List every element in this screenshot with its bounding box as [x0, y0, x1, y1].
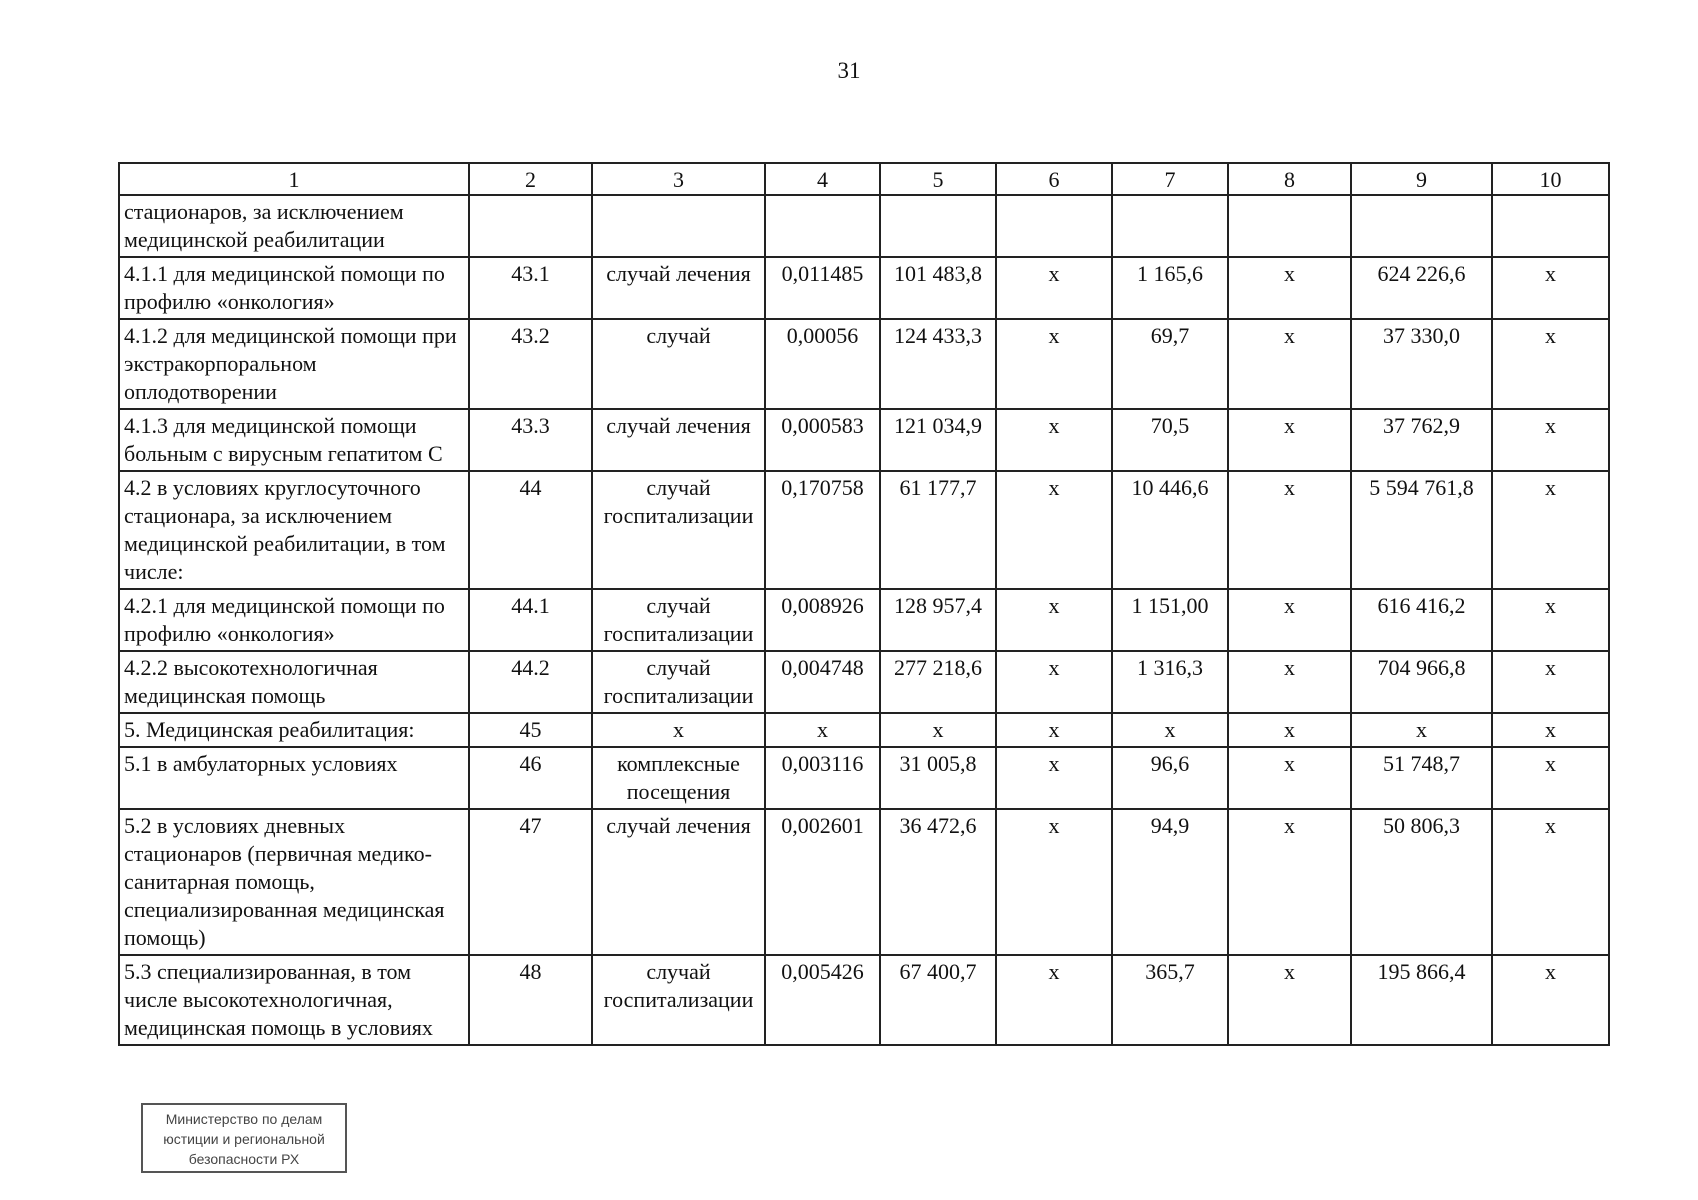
table-cell: 44.1 [469, 589, 592, 651]
table-cell: 1 316,3 [1112, 651, 1228, 713]
table-cell: х [1228, 713, 1351, 747]
table-cell: 0,004748 [765, 651, 880, 713]
table-cell: х [1492, 319, 1609, 409]
table-cell: 0,005426 [765, 955, 880, 1045]
table-row [119, 809, 1609, 955]
table-cell: х [1492, 409, 1609, 471]
table-cell: х [1228, 257, 1351, 319]
row-label-cell: 4.2 в условиях круглосуточного стационара, за исключением медицинской реабилитации, в том числе: [119, 471, 469, 589]
table-cell: случай госпитализации [592, 589, 765, 651]
table-cell: 37 762,9 [1351, 409, 1492, 471]
table-row [119, 713, 1609, 747]
table-row [119, 257, 1609, 319]
table-cell: х [996, 747, 1112, 809]
table-cell: 10 446,6 [1112, 471, 1228, 589]
table-cell: 51 748,7 [1351, 747, 1492, 809]
table-cell: 1 165,6 [1112, 257, 1228, 319]
column-header: 9 [1351, 163, 1492, 195]
table-cell: х [1228, 651, 1351, 713]
column-header: 3 [592, 163, 765, 195]
row-label-cell: 5. Медицинская реабилитация: [119, 713, 469, 747]
table-cell: 44.2 [469, 651, 592, 713]
table-cell: 43.1 [469, 257, 592, 319]
table-cell: 5 594 761,8 [1351, 471, 1492, 589]
column-header: 10 [1492, 163, 1609, 195]
table-cell: случай лечения [592, 809, 765, 955]
row-label-cell: 4.1.1 для медицинской помощи по профилю «онкология» [119, 257, 469, 319]
row-label-cell: стационаров, за исключением медицинской реабилитации [119, 195, 469, 257]
table-cell: 37 330,0 [1351, 319, 1492, 409]
table-cell: 0,002601 [765, 809, 880, 955]
table-cell: х [1228, 809, 1351, 955]
table-cell: 101 483,8 [880, 257, 996, 319]
table-cell: случай лечения [592, 409, 765, 471]
table-cell: 0,00056 [765, 319, 880, 409]
table-cell [1492, 195, 1609, 257]
table-cell: х [1351, 713, 1492, 747]
table-row [119, 319, 1609, 409]
table-cell: случай госпитализации [592, 955, 765, 1045]
row-label-cell: 5.3 специализированная, в том числе высокотехнологичная, медицинская помощь в условиях [119, 955, 469, 1045]
table-cell: 69,7 [1112, 319, 1228, 409]
table-cell: 365,7 [1112, 955, 1228, 1045]
table-cell [880, 195, 996, 257]
table-cell [592, 195, 765, 257]
table-cell: 48 [469, 955, 592, 1045]
table-cell: х [1492, 809, 1609, 955]
table-cell: х [1492, 471, 1609, 589]
table-cell: х [1228, 955, 1351, 1045]
column-header: 4 [765, 163, 880, 195]
table-cell: х [996, 589, 1112, 651]
row-label-cell: 4.1.2 для медицинской помощи при экстракорпоральном оплодотворении [119, 319, 469, 409]
table-cell [1228, 195, 1351, 257]
table-cell: х [1492, 747, 1609, 809]
column-header: 5 [880, 163, 996, 195]
row-label-cell: 4.1.3 для медицинской помощи больным с вирусным гепатитом С [119, 409, 469, 471]
table-cell: 44 [469, 471, 592, 589]
table-cell: х [1492, 257, 1609, 319]
table-cell [469, 195, 592, 257]
table-cell: 36 472,6 [880, 809, 996, 955]
table-row [119, 471, 1609, 589]
table-row [119, 195, 1609, 257]
table-cell: случай [592, 319, 765, 409]
table-cell [1351, 195, 1492, 257]
table-cell: х [996, 713, 1112, 747]
table-cell [765, 195, 880, 257]
table-cell: 31 005,8 [880, 747, 996, 809]
table-header-row [119, 163, 1609, 195]
row-label-cell: 4.2.2 высокотехнологичная медицинская помощь [119, 651, 469, 713]
table-cell: х [1228, 747, 1351, 809]
row-label-cell: 4.2.1 для медицинской помощи по профилю «онкология» [119, 589, 469, 651]
column-header: 8 [1228, 163, 1351, 195]
table-cell: 0,170758 [765, 471, 880, 589]
table-cell: х [880, 713, 996, 747]
table-cell: 45 [469, 713, 592, 747]
table-row [119, 589, 1609, 651]
table-row [119, 651, 1609, 713]
table-cell: х [1492, 589, 1609, 651]
table-cell: 46 [469, 747, 592, 809]
registration-stamp [141, 1103, 347, 1173]
table-cell: 67 400,7 [880, 955, 996, 1045]
table-cell: х [1112, 713, 1228, 747]
table-cell: 128 957,4 [880, 589, 996, 651]
table-cell: комплексные посещения [592, 747, 765, 809]
table-cell: х [1228, 319, 1351, 409]
table-cell: 0,003116 [765, 747, 880, 809]
stamp-line: безопасности РХ [188, 1151, 300, 1167]
table-cell: 121 034,9 [880, 409, 996, 471]
table-cell: 96,6 [1112, 747, 1228, 809]
table-cell: 195 866,4 [1351, 955, 1492, 1045]
table-cell: 43.3 [469, 409, 592, 471]
row-label-cell: 5.2 в условиях дневных стационаров (первичная медико-санитарная помощь, специализированная медицинская помощь) [119, 809, 469, 955]
table-cell: х [996, 319, 1112, 409]
table-row [119, 409, 1609, 471]
table-cell: 43.2 [469, 319, 592, 409]
table-cell [996, 195, 1112, 257]
table-cell: х [996, 471, 1112, 589]
table-cell [1112, 195, 1228, 257]
table-cell: х [996, 257, 1112, 319]
table-cell: х [765, 713, 880, 747]
table-cell: х [1228, 589, 1351, 651]
stamp-line: юстиции и региональной [163, 1131, 325, 1147]
table-cell: х [1492, 713, 1609, 747]
column-header: 1 [119, 163, 469, 195]
table-cell: х [996, 809, 1112, 955]
table-cell: 704 966,8 [1351, 651, 1492, 713]
table-cell: 70,5 [1112, 409, 1228, 471]
table-cell: 47 [469, 809, 592, 955]
column-header: 2 [469, 163, 592, 195]
data-table [118, 162, 1610, 1046]
page-number: 31 [837, 58, 861, 83]
table-cell: 124 433,3 [880, 319, 996, 409]
table-cell: х [1492, 955, 1609, 1045]
table-cell: х [996, 651, 1112, 713]
column-header: 6 [996, 163, 1112, 195]
table-cell: х [996, 409, 1112, 471]
table-cell: х [1228, 471, 1351, 589]
table-row [119, 747, 1609, 809]
table-cell: х [1492, 651, 1609, 713]
table-cell: 0,008926 [765, 589, 880, 651]
table-cell: 50 806,3 [1351, 809, 1492, 955]
table-cell: 61 177,7 [880, 471, 996, 589]
table-cell: 1 151,00 [1112, 589, 1228, 651]
table-cell: 277 218,6 [880, 651, 996, 713]
table-cell: 94,9 [1112, 809, 1228, 955]
table-cell: х [996, 955, 1112, 1045]
table-cell: 0,011485 [765, 257, 880, 319]
table-cell: 0,000583 [765, 409, 880, 471]
table-cell: 624 226,6 [1351, 257, 1492, 319]
row-label-cell: 5.1 в амбулаторных условиях [119, 747, 469, 809]
column-header: 7 [1112, 163, 1228, 195]
table-row [119, 955, 1609, 1045]
table-cell: х [1228, 409, 1351, 471]
table-cell: 616 416,2 [1351, 589, 1492, 651]
table-cell: х [592, 713, 765, 747]
table-cell: случай госпитализации [592, 471, 765, 589]
table-cell: случай лечения [592, 257, 765, 319]
table-cell: случай госпитализации [592, 651, 765, 713]
stamp-line: Министерство по делам [165, 1111, 323, 1127]
